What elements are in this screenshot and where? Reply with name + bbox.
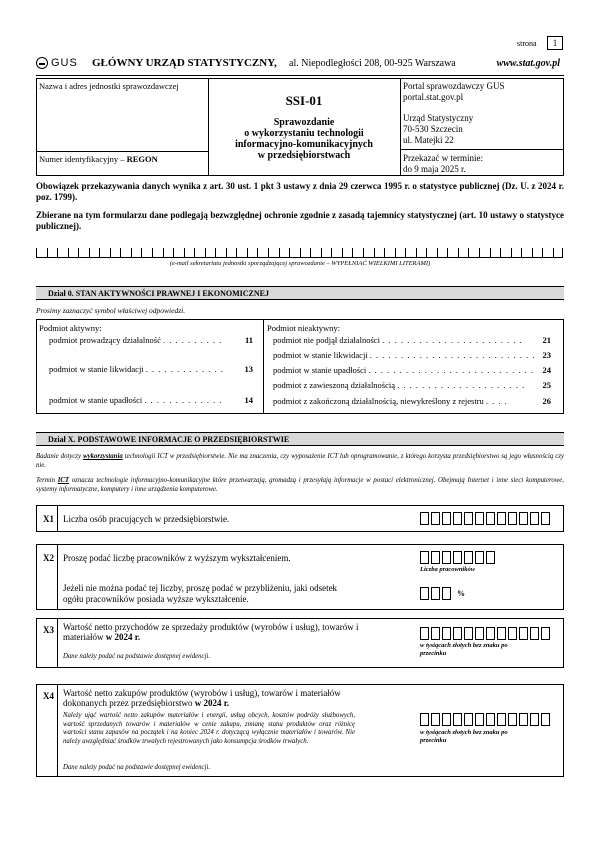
- page-number: 1: [547, 36, 563, 50]
- email-char-cell[interactable]: [458, 248, 469, 258]
- deadline: Przekazać w terminie: do 9 maja 2025 r.: [403, 153, 483, 174]
- question-subtext: Jeżeli nie można podać tej liczby, proszę podać w przybliżeniu, jaki odsetek ogółu pracowników posiada wyższe wykształcenie.: [63, 583, 338, 604]
- email-char-cell[interactable]: [553, 248, 564, 258]
- digit-cell[interactable]: [486, 713, 495, 726]
- digit-cell[interactable]: [530, 512, 539, 525]
- email-char-cell[interactable]: [532, 248, 543, 258]
- email-char-cell[interactable]: [416, 248, 427, 258]
- form-code: SSI-01: [285, 93, 323, 108]
- email-field[interactable]: [36, 242, 564, 258]
- digit-cell[interactable]: [420, 713, 429, 726]
- status-option-13[interactable]: podmiot w stanie likwidacji . . . . . . . . . . . . . 13: [49, 364, 253, 374]
- digit-cell[interactable]: [497, 512, 506, 525]
- legal-protection: Zbierane na tym formularzu dane podlegają bezwzględnej ochronie zgodnie z zasadą tajemnicy statystycznej (art. 10 ustawy o statystyce publicznej).: [36, 210, 564, 231]
- gus-logo-text: GUS: [51, 57, 78, 69]
- question-x4: X4 Wartość netto zakupów produktów (wyrobów i usług), towarów i materiałów dokonanych przez przedsiębiorstwo w 2024 r. Należy ująć wartość netto zakupów materiałów i energii, usług obcych, kosztów podróży służbowych, wartość sprzedanych towarów i materiałów w cenie zakupu, zmianę stanu produktów oraz różnicę wartości stanu zapasów na początek i na koniec 2024 r. dotyczącą wyłącznie materiałów i towarów. Nie należy uwzględniać środków trwałych rejestrowanych jako konsumpcja środków trwałych. Dane należy podać na podstawie dostępnej ewidencji. w tysiącach złotych bez znaku po przecinku: [36, 684, 564, 777]
- email-char-cell[interactable]: [342, 248, 353, 258]
- email-char-cell[interactable]: [141, 248, 152, 258]
- digit-cell[interactable]: [486, 512, 495, 525]
- digit-cell[interactable]: [442, 587, 451, 600]
- digit-cell[interactable]: [541, 713, 550, 726]
- email-char-cell[interactable]: [468, 248, 479, 258]
- digit-cell[interactable]: [420, 627, 429, 640]
- sectionX-note2: Termin ICT oznacza technologie informacyjno-komunikacyjne które przetwarzają, gromadzą i przesyłają informacje w postaci elektronicznej. Obejmują Internet i inne sieci komputerowe, systemy informatyczne, komputery i inne urządzenia komputerowe.: [36, 477, 565, 493]
- section0-header: Dział 0. STAN AKTYWNOŚCI PRAWNEJ I EKONOMICZNEJ: [36, 286, 564, 300]
- regon-label: Numer identyfikacyjny – REGON: [39, 154, 158, 164]
- email-char-cell[interactable]: [289, 248, 300, 258]
- sectionX-header: Dział X. PODSTAWOWE INFORMACJE O PRZEDSIĘBIORSTWIE: [36, 432, 564, 446]
- digit-cell[interactable]: [431, 587, 440, 600]
- email-char-cell[interactable]: [447, 248, 458, 258]
- digit-cell[interactable]: [442, 713, 451, 726]
- email-char-cell[interactable]: [36, 248, 47, 258]
- email-caption: (e-mail sekretariatu jednostki sporządzającej sprawozdanie – WYPEŁNIAĆ WIELKIMI LITERAMI): [169, 260, 431, 267]
- status-option-11[interactable]: podmiot prowadzący działalność . . . . . . . . . . 11: [49, 335, 253, 345]
- x3-answer-cells[interactable]: [420, 627, 552, 640]
- email-char-cell[interactable]: [374, 248, 385, 258]
- office-name: GŁÓWNY URZĄD STATYSTYCZNY,: [92, 57, 277, 69]
- digit-cell[interactable]: [464, 512, 473, 525]
- digit-cell[interactable]: [475, 713, 484, 726]
- digit-cell[interactable]: [464, 713, 473, 726]
- x4-answer-cells[interactable]: [420, 713, 552, 726]
- form-title: Sprawozdanie o wykorzystaniu technologii informacyjno-komunikacyjnych w przedsiębiorstwach: [235, 117, 373, 161]
- portal-info: Portal sprawozdawczy GUS portal.stat.gov.pl: [403, 81, 505, 102]
- digit-cell[interactable]: [420, 587, 429, 600]
- active-heading: Podmiot aktywny:: [39, 323, 102, 333]
- email-char-cell[interactable]: [490, 248, 501, 258]
- digit-cell[interactable]: [541, 512, 550, 525]
- digit-cell[interactable]: [431, 551, 440, 564]
- form-title-cell: [208, 79, 401, 175]
- digit-cell[interactable]: [431, 627, 440, 640]
- question-number: X1: [43, 514, 54, 524]
- email-char-cell[interactable]: [99, 248, 110, 258]
- email-char-cell[interactable]: [173, 248, 184, 258]
- digit-cell[interactable]: [442, 627, 451, 640]
- email-char-cell[interactable]: [152, 248, 163, 258]
- email-char-cell[interactable]: [279, 248, 290, 258]
- email-char-cell[interactable]: [363, 248, 374, 258]
- status-option-25[interactable]: podmiot z zawieszoną działalnością . . . . . . . . . . . . . . . . . . . . . 25: [273, 380, 551, 390]
- digit-cell[interactable]: [464, 627, 473, 640]
- email-char-cell[interactable]: [542, 248, 553, 258]
- question-note: Dane należy podać na podstawie dostępnej ewidencji.: [63, 764, 211, 771]
- question-text: Wartość netto przychodów ze sprzedaży produktów (wyrobów i usług), towarów i materiałów w 2024 r.: [63, 622, 359, 642]
- email-char-cell[interactable]: [479, 248, 490, 258]
- inactive-column: [263, 320, 563, 413]
- digit-cell[interactable]: [486, 627, 495, 640]
- email-char-cell[interactable]: [321, 248, 332, 258]
- email-char-cell[interactable]: [405, 248, 416, 258]
- email-char-cell[interactable]: [247, 248, 258, 258]
- status-option-21[interactable]: podmiot nie podjął działalności . . . . . . . . . . . . . . . . . . . . . . . 21: [273, 335, 551, 345]
- email-char-cell[interactable]: [500, 248, 511, 258]
- email-char-cell[interactable]: [257, 248, 268, 258]
- status-option-24[interactable]: podmiot w stanie upadłości . . . . . . . . . . . . . . . . . . . . . . . . . . . 24: [273, 365, 551, 375]
- digit-cell[interactable]: [475, 512, 484, 525]
- email-char-cell[interactable]: [184, 248, 195, 258]
- status-option-14[interactable]: podmiot w stanie upadłości . . . . . . . . . . . . . 14: [49, 395, 253, 405]
- email-char-cell[interactable]: [352, 248, 363, 258]
- activity-status-table: [36, 319, 564, 414]
- digit-cell[interactable]: [519, 713, 528, 726]
- email-char-cell[interactable]: [205, 248, 216, 258]
- question-x3: X3 Wartość netto przychodów ze sprzedaży produktów (wyrobów i usług), towarów i materiałów w 2024 r. Dane należy podać na podstawie dostępnej ewidencji. w tysiącach złotych bez znaku po przecinku: [36, 618, 564, 668]
- legal-obligation: Obowiązek przekazywania danych wynika z art. 30 ust. 1 pkt 3 ustawy z dnia 29 czerwca 1995 r. o statystyce publicznej (Dz. U. z 2024 r. poz. 1799).: [36, 181, 564, 202]
- email-char-cell[interactable]: [215, 248, 226, 258]
- x3-unit-label: w tysiącach złotych bez znaku po przecinku: [420, 642, 508, 657]
- digit-cell[interactable]: [475, 627, 484, 640]
- question-text: Liczba osób pracujących w przedsiębiorstwie.: [63, 514, 230, 524]
- header-bar: [36, 54, 564, 74]
- digit-cell[interactable]: [453, 713, 462, 726]
- inactive-heading: Podmiot nieaktywny:: [267, 323, 340, 333]
- header-rule: [36, 75, 564, 76]
- email-char-cell[interactable]: [426, 248, 437, 258]
- email-char-cell[interactable]: [384, 248, 395, 258]
- email-char-cell[interactable]: [521, 248, 532, 258]
- email-char-cell[interactable]: [163, 248, 174, 258]
- digit-cell[interactable]: [475, 551, 484, 564]
- email-char-cell[interactable]: [47, 248, 58, 258]
- office-address: al. Niepodległości 208, 00-925 Warszawa: [289, 58, 456, 69]
- regon-cell[interactable]: [37, 151, 209, 176]
- digit-cell[interactable]: [497, 627, 506, 640]
- email-char-cell[interactable]: [437, 248, 448, 258]
- email-char-cell[interactable]: [89, 248, 100, 258]
- email-char-cell[interactable]: [110, 248, 121, 258]
- digit-cell[interactable]: [442, 551, 451, 564]
- digit-cell[interactable]: [431, 512, 440, 525]
- gus-logo-icon: [36, 57, 48, 69]
- digit-cell[interactable]: [541, 627, 550, 640]
- email-char-cell[interactable]: [68, 248, 79, 258]
- question-text: Wartość netto zakupów produktów (wyrobów i usług), towarów i materiałów dokonanych przez przedsiębiorstwo w 2024 r.: [63, 688, 341, 708]
- x2-count-cells[interactable]: [420, 551, 497, 564]
- status-option-26[interactable]: podmiot z zakończoną działalnością, niewykreślony z rejestru . . . . 26: [273, 396, 551, 406]
- question-text: Proszę podać liczbę pracowników z wyższym wykształceniem.: [63, 553, 291, 563]
- digit-cell[interactable]: [464, 551, 473, 564]
- digit-cell[interactable]: [420, 551, 429, 564]
- email-char-cell[interactable]: [511, 248, 522, 258]
- email-char-cell[interactable]: [310, 248, 321, 258]
- question-note: Dane należy podać na podstawie dostępnej ewidencji.: [63, 653, 211, 660]
- email-char-cell[interactable]: [395, 248, 406, 258]
- section0-instruction: Prosimy zaznaczyć symbol właściwej odpowiedzi.: [36, 306, 186, 315]
- email-char-cell[interactable]: [268, 248, 279, 258]
- email-char-cell[interactable]: [131, 248, 142, 258]
- email-char-cell[interactable]: [194, 248, 205, 258]
- page-label: strona: [517, 39, 537, 48]
- digit-cell[interactable]: [519, 512, 528, 525]
- x2-percent-cells[interactable]: [420, 587, 453, 600]
- website-link[interactable]: www.stat.gov.pl: [496, 58, 560, 69]
- email-char-cell[interactable]: [236, 248, 247, 258]
- digit-cell[interactable]: [530, 713, 539, 726]
- status-option-23[interactable]: podmiot w stanie likwidacji . . . . . . . . . . . . . . . . . . . . . . . . . . . 23: [273, 350, 551, 360]
- question-x2: X2 Proszę podać liczbę pracowników z wyższym wykształceniem. Liczba pracowników Jeżeli nie można podać tej liczby, proszę podać w przybliżeniu, jaki odsetek ogółu pracowników posiada wyższe wykształcenie. %: [36, 544, 564, 610]
- recipient-address: Urząd Statystyczny 70-530 Szczecin ul. Matejki 22: [403, 113, 474, 145]
- digit-cell[interactable]: [420, 512, 429, 525]
- email-char-cell[interactable]: [331, 248, 342, 258]
- question-note-long: Należy ująć wartość netto zakupów materiałów i energii, usług obcych, kosztów podróży służbowych, wartość sprzedanych towarów i materiałów w cenie zakupu, zmianę stanu produktów oraz różnicę wartości stanu zapasów na początek i na koniec 2024 r. dotyczącą wyłącznie materiałów i towarów. Nie należy uwzględniać środków trwałych rejestrowanych jako konsumpcja środków trwałych.: [63, 712, 355, 745]
- digit-cell[interactable]: [530, 627, 539, 640]
- digit-cell[interactable]: [453, 512, 462, 525]
- sectionX-note1: Badanie dotyczy wykorzystania technologii ICT w przedsiębiorstwie. Nie ma znaczenia, czy wyposażenie ICT lub oprogramowanie, z którego korzysta przedsiębiorstwo są jego własnością czy nie.: [36, 453, 564, 469]
- digit-cell[interactable]: [431, 713, 440, 726]
- digit-cell[interactable]: [508, 512, 517, 525]
- email-char-cell[interactable]: [226, 248, 237, 258]
- digit-cell[interactable]: [519, 627, 528, 640]
- x4-unit-label: w tysiącach złotych bez znaku po przecinku: [420, 729, 508, 744]
- digit-cell[interactable]: [486, 551, 495, 564]
- percent-sign: %: [457, 589, 465, 598]
- respondent-name-label: Nazwa i adres jednostki sprawozdawczej: [39, 81, 179, 91]
- x1-answer-cells[interactable]: [420, 512, 552, 525]
- email-char-cell[interactable]: [57, 248, 68, 258]
- digit-cell[interactable]: [453, 551, 462, 564]
- digit-cell[interactable]: [497, 713, 506, 726]
- digit-cell[interactable]: [508, 713, 517, 726]
- email-char-cell[interactable]: [120, 248, 131, 258]
- digit-cell[interactable]: [508, 627, 517, 640]
- email-char-cell[interactable]: [300, 248, 311, 258]
- active-column: [37, 320, 264, 413]
- digit-cell[interactable]: [442, 512, 451, 525]
- digit-cell[interactable]: [453, 627, 462, 640]
- respondent-name-cell[interactable]: [37, 79, 209, 151]
- x2-unit-label: Liczba pracowników: [420, 566, 476, 573]
- email-char-cell[interactable]: [78, 248, 89, 258]
- question-x1: [36, 505, 564, 532]
- form-header-table: [36, 78, 564, 176]
- portal-link[interactable]: portal.stat.gov.pl: [403, 92, 464, 102]
